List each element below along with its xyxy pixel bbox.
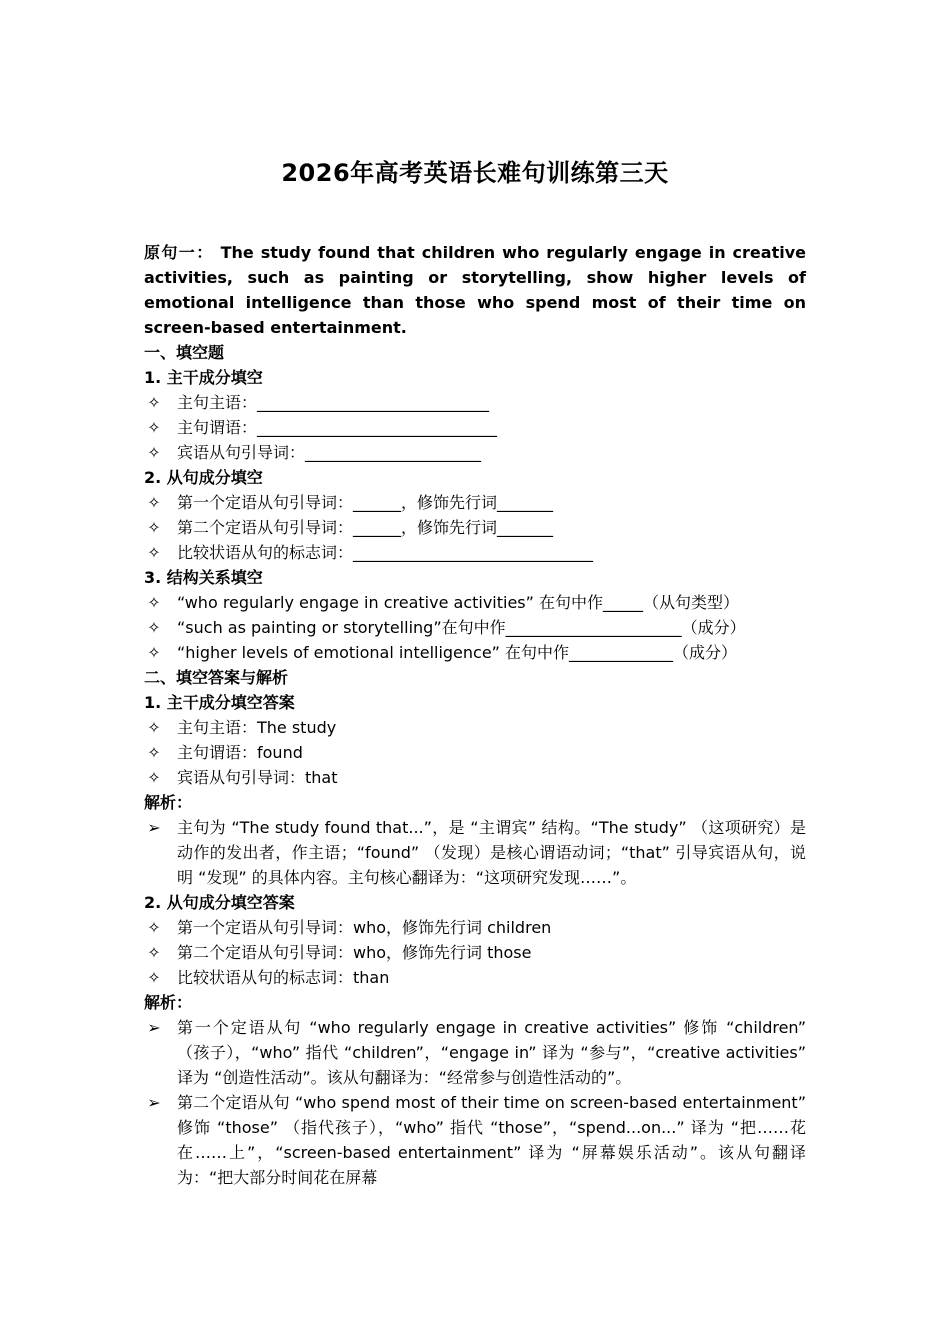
list-item: ✧ 第二个定语从句引导词：______，修饰先行词_______	[144, 515, 806, 540]
arrow-bullet-icon: ➢	[147, 1093, 161, 1112]
section-heading: 一、填空题	[144, 343, 225, 362]
section-heading: 二、填空答案与解析	[144, 668, 289, 687]
list-item: ✧ “such as painting or storytelling”在句中作______________________（成分）	[144, 615, 806, 640]
arrow-bullet-icon: ➢	[147, 818, 161, 837]
list-item: ✧ 宾语从句引导词：______________________	[144, 440, 806, 465]
diamond-bullet-icon: ✧	[147, 743, 161, 762]
list-item: ✧ 宾语从句引导词：that	[144, 765, 806, 790]
list-item: ✧ “higher levels of emotional intelligence” 在句中作_____________（成分）	[144, 640, 806, 665]
diamond-bullet-icon: ✧	[147, 618, 161, 637]
subsection-heading: 2. 从句成分填空答案	[144, 893, 295, 912]
analysis-item: ➢ 第一个定语从句 “who regularly engage in creative activities” 修饰 “children” （孩子），“who” 指代 “children”，“engage in” 译为 “参与”，“creative activities” 译为 “创造性活动”。该从句翻译为：“经常参与创造性活动的”。	[144, 1015, 806, 1090]
analysis-item: ➢ 第二个定语从句 “who spend most of their time on screen-based entertainment” 修饰 “those” （指代孩子），“who” 指代 “those”，“spend...on...” 译为 “把……花在……上”，“screen-based entertainment” 译为 “屏幕娱乐活动”。该从句翻译为：“把大部分时间花在屏幕	[144, 1090, 806, 1190]
diamond-bullet-icon: ✧	[147, 393, 161, 412]
list-item: ✧ 比较状语从句的标志词：than	[144, 965, 806, 990]
list-item: ✧ 主句谓语：______________________________	[144, 415, 806, 440]
diamond-bullet-icon: ✧	[147, 443, 161, 462]
diamond-bullet-icon: ✧	[147, 968, 161, 987]
list-item: ✧ 主句主语：The study	[144, 715, 806, 740]
list-item: ✧ 主句谓语：found	[144, 740, 806, 765]
original-sentence: 原句一： The study found that children who regularly engage in creative activities, such as painting or storytelling, show higher levels of emotional intelligence than those who spend most of their time on screen-based entertainment.	[144, 243, 806, 337]
arrow-bullet-icon: ➢	[147, 1018, 161, 1037]
diamond-bullet-icon: ✧	[147, 593, 161, 612]
list-item: ✧ 第一个定语从句引导词：who，修饰先行词 children	[144, 915, 806, 940]
list-item: ✧ 第一个定语从句引导词：______，修饰先行词_______	[144, 490, 806, 515]
diamond-bullet-icon: ✧	[147, 768, 161, 787]
analysis-label: 解析：	[144, 793, 193, 812]
list-item: ✧ 第二个定语从句引导词：who，修饰先行词 those	[144, 940, 806, 965]
list-item: ✧ “who regularly engage in creative activities” 在句中作_____（从句类型）	[144, 590, 806, 615]
analysis-item: ➢ 主句为 “The study found that...”，是 “主谓宾” 结构。“The study” （这项研究）是动作的发出者，作主语；“found” （发现）是核心谓语动词；“that” 引导宾语从句，说明 “发现” 的具体内容。主句核心翻译为：“这项研究发现……”。	[144, 815, 806, 890]
diamond-bullet-icon: ✧	[147, 918, 161, 937]
document-body	[144, 240, 806, 1190]
diamond-bullet-icon: ✧	[147, 543, 161, 562]
analysis-label: 解析：	[144, 993, 193, 1012]
list-item: ✧ 主句主语：_____________________________	[144, 390, 806, 415]
subsection-heading: 3. 结构关系填空	[144, 568, 263, 587]
subsection-heading: 1. 主干成分填空答案	[144, 693, 295, 712]
diamond-bullet-icon: ✧	[147, 643, 161, 662]
subsection-heading: 2. 从句成分填空	[144, 468, 263, 487]
diamond-bullet-icon: ✧	[147, 718, 161, 737]
diamond-bullet-icon: ✧	[147, 493, 161, 512]
list-item: ✧ 比较状语从句的标志词：______________________________	[144, 540, 806, 565]
diamond-bullet-icon: ✧	[147, 518, 161, 537]
subsection-heading: 1. 主干成分填空	[144, 368, 263, 387]
diamond-bullet-icon: ✧	[147, 418, 161, 437]
diamond-bullet-icon: ✧	[147, 943, 161, 962]
page-title: 2026年高考英语长难句训练第三天	[281, 159, 669, 187]
